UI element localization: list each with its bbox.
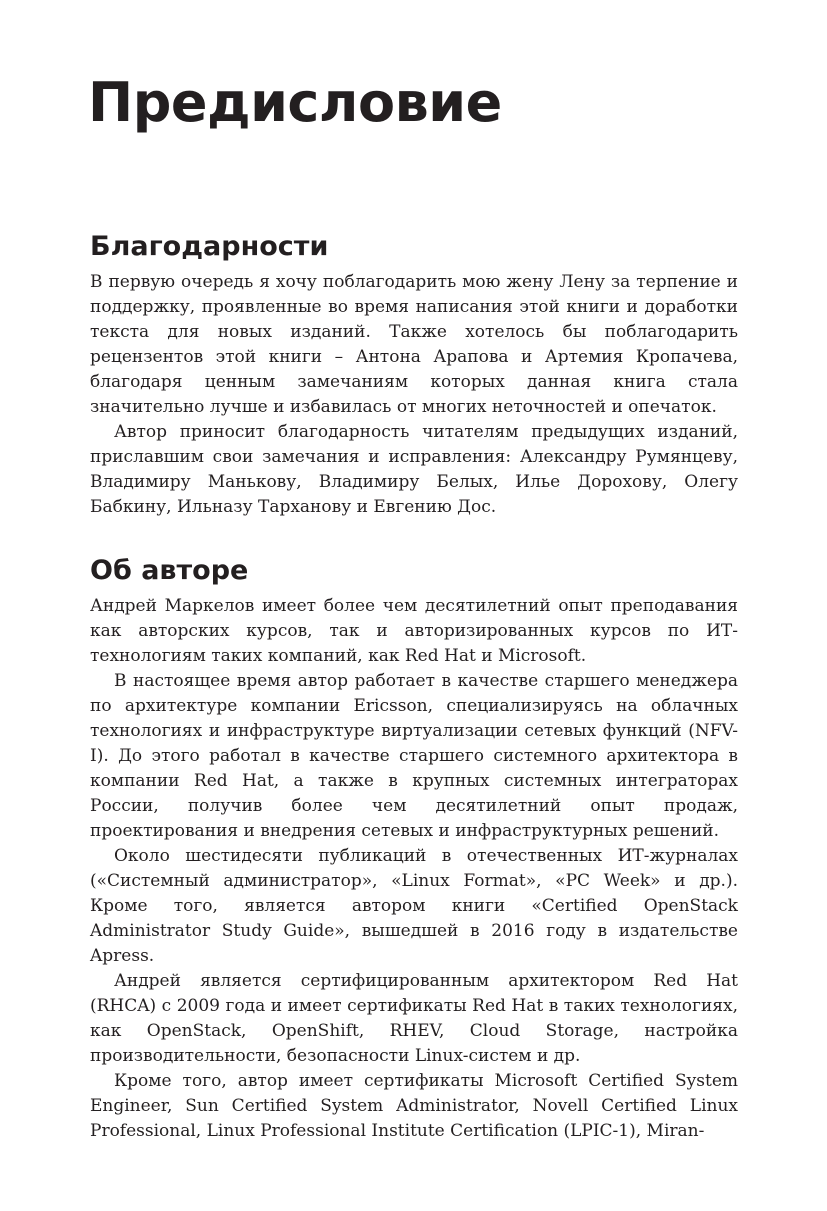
acknowledgements-body: [90, 270, 738, 520]
about-author-paragraph: Кроме того, автор имеет сертификаты Microsoft Certified System Engineer, Sun Certified System Administrator, Novell Certified Linux Professional, Linux Professional Institute Certification (LPIC-1), Miran-: [90, 1071, 738, 1141]
acknowledgements-section: [90, 228, 738, 520]
acknowledgements-paragraph: В первую очередь я хочу поблагодарить мою жену Лену за терпение и поддержку, проявленные во время написания этой книги и доработки текста для новых изданий. Также хотелось бы поблагодарить рецензентов этой книги – Антона Арапова и Артемия Кропачева, благодаря ценным замечаниям которых данная книга стала значительно лучше и избавилась от многих неточностей и опечаток.: [90, 272, 738, 417]
chapter-title: Предисловие: [88, 71, 502, 134]
about-author-paragraph: Андрей является сертифицированным архитектором Red Hat (RHCA) с 2009 года и имеет сертификаты Red Hat в таких технологиях, как OpenStack, OpenShift, RHEV, Cloud Storage, настройка производительности, безопасности Linux-систем и др.: [90, 971, 738, 1066]
acknowledgements-paragraph: Автор приносит благодарность читателям предыдущих изданий, приславшим свои замечания и исправления: Александру Румянцеву, Владимиру Манькову, Владимиру Белых, Илье Дорохову, Олегу Бабкину, Ильназу Тарханову и Евгению Дос.: [90, 422, 738, 517]
about-author-paragraph: Около шестидесяти публикаций в отечественных ИТ-журналах («Системный администратор», «Linux Format», «PC Week» и др.). Кроме того, является автором книги «Certified OpenStack Administrator Study Guide», вышедшей в 2016 году в издательстве Apress.: [90, 846, 738, 966]
acknowledgements-heading: Благодарности: [90, 231, 329, 262]
about-author-paragraph: В настоящее время автор работает в качестве старшего менеджера по архитектуре компании Ericsson, специализируясь на облачных технологиях и инфраструктуре виртуализации сетевых функций (NFV-I). До этого работал в качестве старшего системного архитектора в компании Red Hat, а также в крупных системных интеграторах России, получив более чем десятилетний опыт продаж, проектирования и внедрения сетевых и инфраструктурных решений.: [90, 671, 738, 841]
about-author-heading: Об авторе: [90, 555, 249, 586]
about-author-body: [90, 594, 738, 1144]
about-author-paragraph: Андрей Маркелов имеет более чем десятилетний опыт преподавания как авторских курсов, так и авторизированных курсов по ИТ-технологиям таких компаний, как Red Hat и Microsoft.: [90, 596, 738, 666]
about-author-section: [90, 552, 738, 1144]
